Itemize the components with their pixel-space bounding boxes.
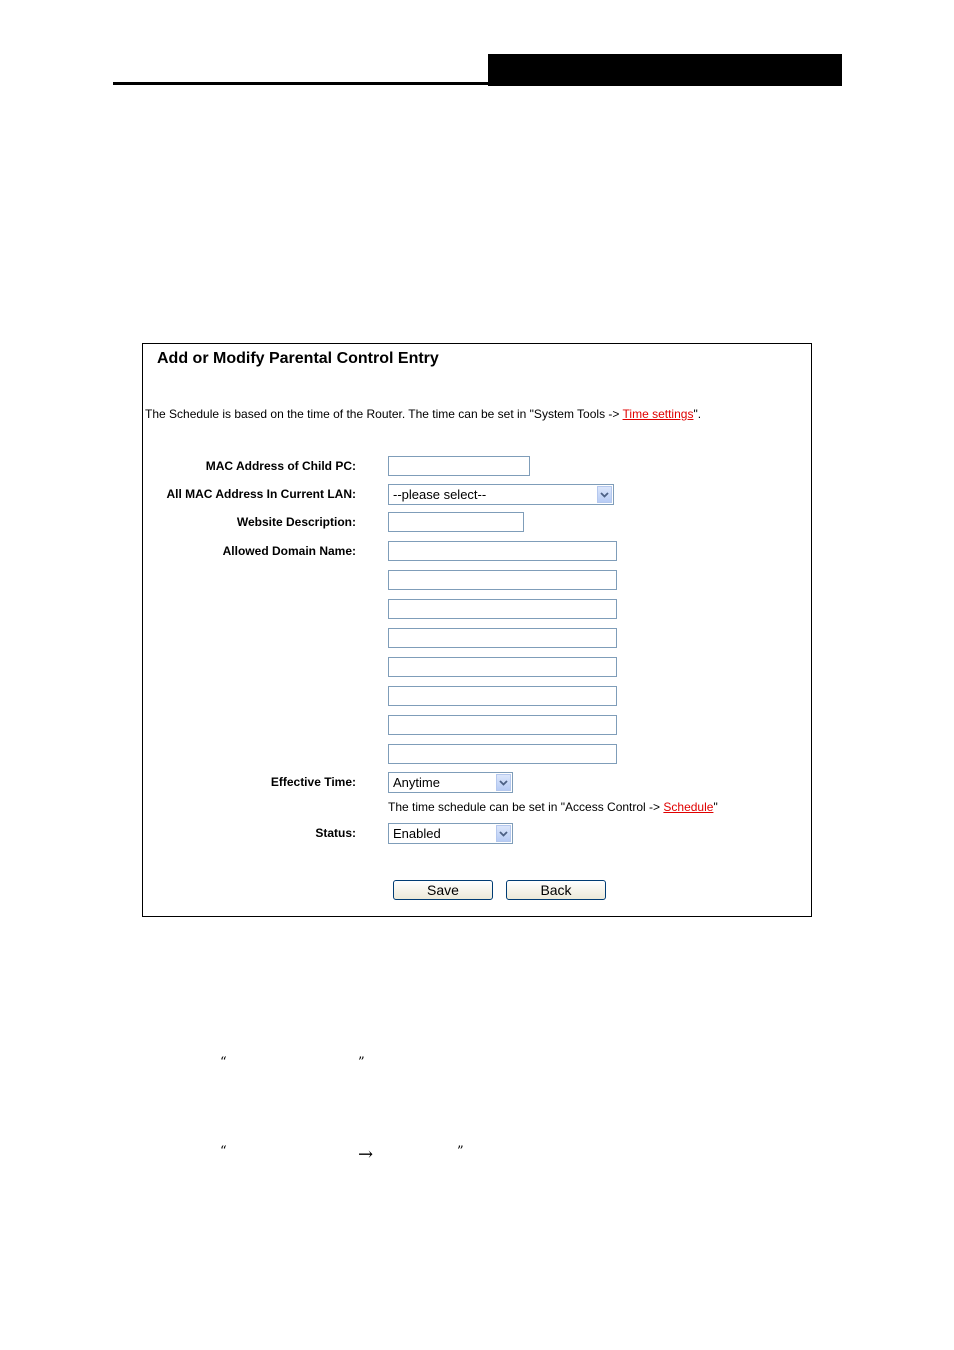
all-mac-select[interactable] xyxy=(388,484,614,505)
back-button[interactable]: Back xyxy=(506,880,606,900)
effective-time-label: Effective Time: xyxy=(270,775,356,789)
schedule-note xyxy=(388,800,718,814)
arrow-glyph: → xyxy=(358,1144,374,1165)
effective-time-select[interactable] xyxy=(388,772,513,793)
mac-child-input[interactable] xyxy=(388,456,530,476)
status-selected-value: Enabled xyxy=(393,826,441,841)
all-mac-label: All MAC Address In Current LAN: xyxy=(166,487,356,501)
domain-input-7[interactable] xyxy=(388,715,617,735)
website-desc-label: Website Description: xyxy=(236,515,356,529)
chevron-down-icon[interactable] xyxy=(496,774,511,791)
domain-input-5[interactable] xyxy=(388,657,617,677)
chevron-down-icon[interactable] xyxy=(496,825,511,842)
website-desc-input[interactable] xyxy=(388,512,524,532)
note-suffix: ". xyxy=(693,407,702,421)
domain-input-2[interactable] xyxy=(388,570,617,590)
note-prefix: The Schedule is based on the time of the Router. The time can be set in "System Tools -> xyxy=(145,407,623,421)
status-select[interactable] xyxy=(388,823,513,844)
allowed-domain-label: Allowed Domain Name: xyxy=(222,544,356,558)
time-settings-link[interactable]: Time settings xyxy=(622,407,694,421)
domain-input-4[interactable] xyxy=(388,628,617,648)
save-button[interactable]: Save xyxy=(393,880,493,900)
effective-time-selected-value: Anytime xyxy=(393,775,440,790)
mac-child-label: MAC Address of Child PC: xyxy=(205,459,356,473)
quote-open-1: “ xyxy=(220,1055,227,1070)
domain-input-3[interactable] xyxy=(388,599,617,619)
schedule-note-prefix: The time schedule can be set in "Access Control -> xyxy=(388,800,664,814)
schedule-note-suffix: " xyxy=(713,800,718,814)
chevron-down-icon[interactable] xyxy=(597,486,612,503)
schedule-link[interactable]: Schedule xyxy=(663,800,714,814)
status-label: Status: xyxy=(315,826,356,840)
all-mac-selected-value: --please select-- xyxy=(393,487,487,502)
domain-input-6[interactable] xyxy=(388,686,617,706)
parental-control-form xyxy=(142,343,812,917)
quote-close-1: ” xyxy=(358,1055,365,1070)
quote-open-2: “ xyxy=(220,1144,227,1159)
schedule-time-note xyxy=(145,407,701,421)
domain-input-8[interactable] xyxy=(388,744,617,764)
header-black-bar xyxy=(488,54,842,86)
domain-input-1[interactable] xyxy=(388,541,617,561)
form-title: Add or Modify Parental Control Entry xyxy=(157,350,439,367)
quote-close-2: ” xyxy=(457,1144,464,1159)
